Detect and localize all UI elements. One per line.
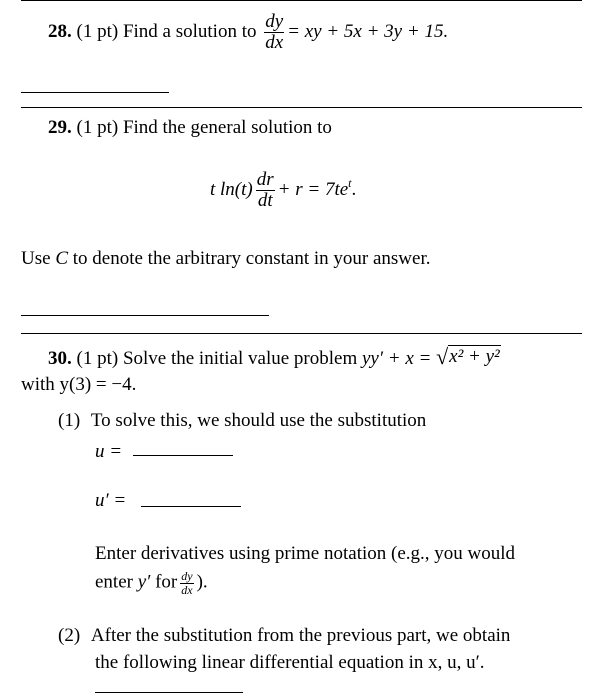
problem-29-equation <box>210 170 356 211</box>
problem-28-text: Find a solution to <box>122 20 257 42</box>
problem-29-answer-blank[interactable] <box>21 315 269 316</box>
separator-28-29 <box>21 107 582 108</box>
problem-30-u-blank[interactable] <box>133 455 233 456</box>
problem-30-part2-label: (2) <box>58 625 81 646</box>
problem-28-deriv-den: dx <box>265 31 284 53</box>
problem-28-derivative <box>264 12 284 53</box>
problem-30-deriv-note-line1: Enter derivatives using prime notation (e.g., you would <box>95 543 516 564</box>
problem-29-derivative <box>256 170 275 211</box>
problem-29-number: 29. <box>48 117 72 138</box>
problem-30-statement <box>48 345 501 370</box>
problem-29-note-var: C <box>55 248 68 269</box>
problem-30-part2 <box>58 625 510 647</box>
problem-29-note <box>21 248 430 270</box>
problem-30-part1-label: (1) <box>58 410 81 431</box>
problem-30-radicand: x² + y² <box>449 346 500 367</box>
problem-30-deriv-note-line2: enter y′ for $\frac{dy}{dx}$ ). <box>95 569 208 597</box>
problem-30-number: 30. <box>48 347 72 369</box>
problem-30-eq-lhs: yy′ + x = <box>361 347 432 369</box>
problem-28-rhs: = xy + 5x + 3y + 15. <box>287 20 449 42</box>
problem-29-deriv-den: dt <box>257 189 273 211</box>
problem-29-eq-right: + r = 7te <box>277 178 349 200</box>
problem-29-deriv-num: dr <box>256 169 274 190</box>
problem-30-part1-text: To solve this, we should use the substitution <box>90 410 427 431</box>
problem-29-note-pre: Use <box>21 248 51 269</box>
problem-30-deriv-note-frac: $\frac{dy}{dx}$ <box>181 569 193 597</box>
problem-30-part2-line2: the following linear differential equation in x, u, u′. <box>95 652 485 673</box>
problem-30-part1 <box>58 410 426 432</box>
problem-29-eq-exp: t <box>348 176 352 191</box>
problem-30-text: Solve the initial value problem <box>122 347 358 369</box>
problem-30-initial-condition: with y(3) = −4. <box>21 374 137 395</box>
sqrt-icon: √ <box>436 343 449 369</box>
problem-28-number: 28. <box>48 20 72 42</box>
problem-30-deriv-note-y: y′ <box>137 571 151 593</box>
problem-28-answer-blank[interactable] <box>21 92 169 93</box>
problem-30-uprime-blank[interactable] <box>141 506 241 507</box>
problem-28-points: (1 pt) <box>76 20 119 42</box>
problem-29-statement <box>48 117 332 139</box>
problem-29-text: Find the general solution to <box>122 117 332 138</box>
problem-28-deriv-num: dy <box>265 11 284 32</box>
problem-30-u-label: u = <box>95 441 123 462</box>
problem-30-part2-line1: After the substitution from the previous part, we obtain <box>90 625 511 646</box>
problem-29-eq-end: . <box>351 178 357 200</box>
problem-30-sqrt <box>436 345 501 368</box>
top-rule <box>21 0 582 1</box>
problem-29-eq-left: t ln(t) <box>210 178 253 200</box>
problem-29-points: (1 pt) <box>76 117 119 138</box>
problem-29-note-post: to denote the arbitrary constant in your answer. <box>72 248 431 269</box>
problem-30-part2-answer-blank[interactable] <box>95 692 243 693</box>
problem-30-points: (1 pt) <box>76 347 119 369</box>
problem-28-statement <box>48 12 448 53</box>
separator-29-30 <box>21 333 582 334</box>
problem-30-uprime-label: u′ = <box>95 490 127 511</box>
